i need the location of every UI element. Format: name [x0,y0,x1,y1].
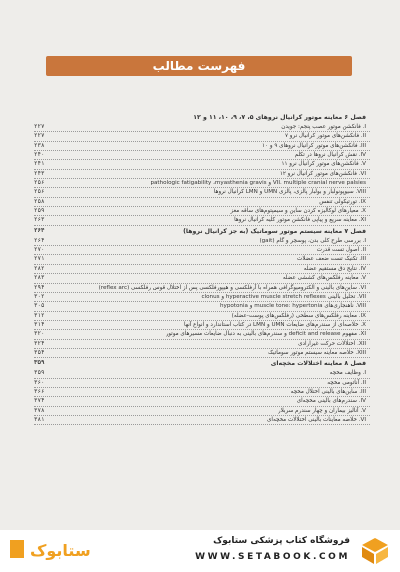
toc-page-number: ۳۱۴ [34,321,45,328]
setabook-logo-icon [8,536,138,566]
toc-page-number: ۲۷۰ [34,247,45,254]
toc-row [34,207,370,216]
toc-entry-title: IX. معاینه رفلکس‌های سطحی (رفلکس‌های پوست-عضله) [231,312,366,319]
toc-row [34,312,370,321]
toc-entry-title: VIII. سیوپونولبار و بولبار پالزی، پالزی UMN و LMN کرانیال نروها [213,189,366,196]
toc-row [34,188,370,197]
toc-row [34,123,370,132]
toc-entry-title: V. معاینه رفلکس‌های کششی عضله [282,275,366,282]
toc-entry-title: V. فانکشن‌های موتور کرانیال نرو ۱۱ [281,161,366,168]
toc-entry-title: IV. نتایج دق مستقیم عضله [303,265,366,272]
toc-row [34,330,370,339]
toc-page-number: ۳۶۶ [34,388,45,395]
toc-chapter-row [34,226,370,237]
toc-entry-title: VIII. ناهنجاری‌های muscle tone: hypertonia و hypotonia [219,303,366,310]
toc-page-number: ۲۴۱ [34,161,45,168]
toc-entry-title: X. معیارهای لوکالیزه کردن ساین و سیمپتوم‌های ساقه مغز [230,208,366,215]
footer-banner [0,530,400,572]
toc-entry-title: VII. تحلیل بالینی hyperactive muscle stretch reflexes و clonus [201,293,366,300]
toc-entry-title: IV. نقش کرانیال نروها در تکلم [294,152,366,159]
toc-list [34,112,370,425]
store-url[interactable]: WWW.SETABOOK.COM [195,552,350,562]
toc-row [34,246,370,255]
toc-page-number: ۳۷۴ [34,398,45,405]
svg-text:ستابوک: ستابوک [30,541,91,560]
toc-page-number: ۲۹۴ [34,284,45,291]
toc-row [34,237,370,246]
toc-page-number: ۲۵۸ [34,198,45,205]
toc-page-number: ۳۸۱ [34,416,45,423]
toc-row [34,379,370,388]
toc-header-bar [46,56,352,76]
toc-row [34,274,370,283]
toc-entry-title: فصل ۷ معاینه سیستم موتور سوماتیک (به جز کرانیال نروها) [183,227,366,235]
toc-chapter-row [34,358,370,369]
toc-entry-title: فصل ۸ معاینه اختلالات مخچه‌ای [270,360,366,368]
toc-entry-title: III. فانکشن‌های موتور کرانیال نروهای ۹ و ۱۰ [262,142,366,149]
toc-page-number: ۳۲۰ [34,331,45,338]
toc-page-number: ۲۸۳ [34,275,45,282]
toc-row [34,321,370,330]
toc-page-number: ۳۶۰ [34,379,45,386]
toc-entry-title: XII. اختلالات حرکت غیرارادی [298,340,366,347]
toc-entry-title: XI. معاینه سریع و پیاپی فانکشن موتور کلیه کرانیال نروها [234,217,366,224]
toc-entry-title: II. آناتومی مخچه [327,379,366,386]
toc-entry-title: XI. مفهوم deficit and release و سندرم‌های بالینی به دنبال ضایعات مسیرهای موتور [165,331,366,338]
toc-row [34,302,370,311]
toc-row [34,170,370,179]
toc-page-number: ۲۵۹ [34,208,45,215]
toc-page-number: ۲۲۷ [34,124,45,130]
toc-chapter-row [34,112,370,123]
toc-page-number: ۳۷۸ [34,407,45,414]
toc-row [34,132,370,141]
toc-page-number: ۲۲۷ [34,133,45,140]
toc-entry-title: V. آنالیز بیماران و چهار سندرم سربلار [277,407,366,414]
toc-row [34,293,370,302]
toc-entry-title: II. فانکشن‌های موتور کرانیال نرو ۷ [285,133,366,140]
toc-row [34,151,370,160]
toc-page-number: ۲۶۴ [34,237,45,244]
toc-row [34,255,370,264]
toc-page-number: ۳۰۵ [34,303,45,310]
toc-row [34,340,370,349]
toc-entry-title: I. فانکشن موتور عصب پنجم: جویدن [281,124,366,130]
toc-page-number: ۲۵۶ [34,180,45,187]
toc-row [34,397,370,406]
toc-page-number: ۲۶۴ [34,227,45,234]
toc-row [34,198,370,207]
toc-title: فهرست مطالب [152,59,246,73]
toc-entry-title: VI. خلاصه معاینات بالینی اختلالات مخچه‌ای [267,416,366,423]
toc-entry-title: فصل ۶ معاینه موتور کرانیال نروهای ۵، ۷، ۹، ۱۰، ۱۱ و ۱۲ [193,114,366,121]
toc-row [34,160,370,169]
toc-row [34,179,370,188]
toc-entry-title: I. بررسی طرح کلی بدن، پوسچر و گام (gait) [259,237,366,244]
toc-entry-title: IX. تورتیکولی تنفس [319,198,366,205]
toc-page-number: ۳۱۲ [34,312,45,319]
toc-page-number: ۳۵۴ [34,349,45,356]
store-name: فروشگاه کتاب پزشکی ستابوک [213,536,350,546]
toc-page-number: ۲۸۲ [34,265,45,272]
toc-row [34,265,370,274]
toc-page-number: ۳۵۹ [34,370,45,377]
toc-entry-title: I. وظایف مخچه [329,370,366,377]
toc-row [34,284,370,293]
toc-entry-title: X. خلاصه‌ای از سندرم‌های ضایعات UMN و LMN در کتاب استاندارد و انواع آنها [184,321,366,328]
toc-entry-title: IV. سندرم‌های بالینی مخچه‌ای [296,398,366,405]
toc-entry-title: VII. multiple cranial nerve palsies و pathologic fatigability ،myasthenia gravis [150,180,366,187]
toc-page-number: ۲۵۶ [34,189,45,196]
toc-page-number: ۲۳۸ [34,142,45,149]
toc-row [34,388,370,397]
toc-entry-title: VI. ساین‌های بالینی و الکترومیوگرافی همراه با آرفلکسی و هیپورفلکسی پس از اختلال قوس رفلکسی (reflex arc) [98,284,366,291]
cube-logo-icon [360,536,390,566]
toc-page-number: ۲۴۳ [34,170,45,177]
toc-row [34,216,370,225]
toc-entry-title: VI. فانکشن‌های موتور کرانیال نرو ۱۲ [279,170,366,177]
toc-row [34,369,370,378]
toc-row [34,142,370,151]
toc-entry-title: XIII. خلاصه معاینه سیستم موتور سوماتیک [268,349,366,356]
toc-page-number: ۲۷۱ [34,256,45,263]
toc-entry-title: III. تکنیک تست ضعف عضلات [297,256,366,263]
toc-entry-title: II. اصول تست قدرت [316,247,366,254]
toc-row [34,407,370,416]
toc-page-number: ۲۶۳ [34,217,45,224]
toc-row [34,349,370,358]
toc-row [34,416,370,425]
toc-page-number: ۲۴۰ [34,152,45,159]
toc-page-number: ۳۲۴ [34,340,45,347]
toc-entry-title: III. ساین‌های بالینی اختلال مخچه [290,388,366,395]
toc-page-number: ۳۵۹ [34,360,45,367]
toc-page-number: ۳۰۲ [34,293,45,300]
